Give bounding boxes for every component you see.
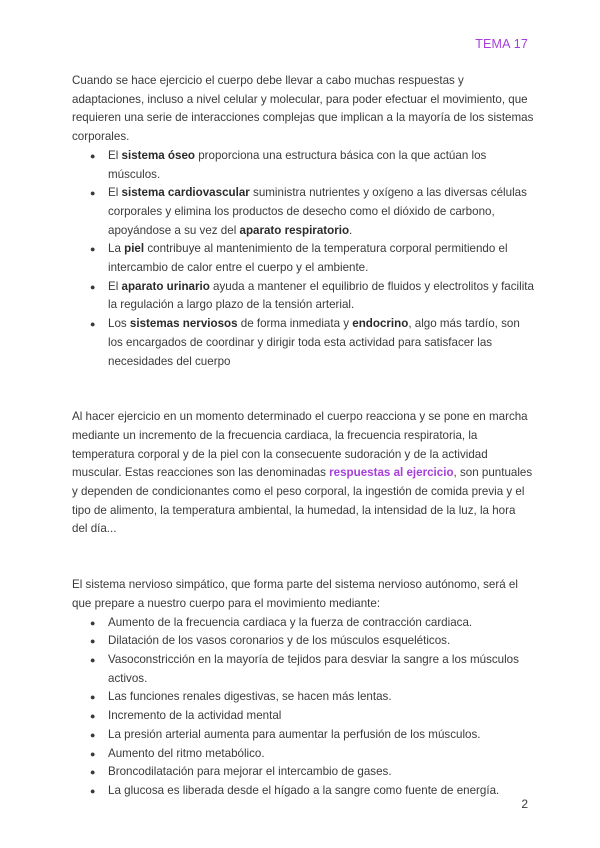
effects-list xyxy=(72,614,534,801)
list-item: ● Las funciones renales digestivas, se hacen más lentas. xyxy=(90,688,534,707)
list-item: ● El sistema óseo proporciona una estructura básica con la que actúan los músculos. xyxy=(90,147,534,184)
highlight-term: respuestas al ejercicio xyxy=(329,466,454,480)
list-item: ● Vasoconstricción en la mayoría de tejidos para desviar la sangre a los músculos activos. xyxy=(90,651,534,688)
document-body xyxy=(72,72,534,801)
list-item: ● La glucosa es liberada desde el hígado a la sangre como fuente de energía. xyxy=(90,782,534,801)
page-number: 2 xyxy=(521,797,528,811)
paragraph-sympathetic: El sistema nervioso simpático, que forma parte del sistema nervioso autónomo, será el que prepare a nuestro cuerpo para el movimiento mediante: xyxy=(72,578,518,610)
topic-label: TEMA 17 xyxy=(475,37,528,51)
list-item: ● Dilatación de los vasos coronarios y de los músculos esqueléticos. xyxy=(90,632,534,651)
paragraph-exercise-responses: Al hacer ejercicio en un momento determinado el cuerpo reacciona y se pone en marcha mediante un incremento de la frecuencia cardiaca, la frecuencia respiratoria, la temperatura corporal y de la piel con la consecuente sudoración y de la actividad muscular. Estas reacciones son las denominadas respuestas al ejercicio, son puntuales y dependen de condicionantes como el peso corporal, la ingestión de comida previa y el tipo de alimento, la temperatura ambiental, la humedad, la intensidad de la luz, la hora del día... xyxy=(72,410,533,536)
list-item: ● El aparato urinario ayuda a mantener el equilibrio de fluidos y electrolitos y facilita la regulación a largo plazo de la tensión arterial. xyxy=(90,278,534,315)
list-item: ● Los sistemas nerviosos de forma inmediata y endocrino, algo más tardío, son los encargados de coordinar y dirigir toda esta actividad para satisfacer las necesidades del cuerpo xyxy=(90,315,534,371)
list-item: ● La presión arterial aumenta para aumentar la perfusión de los músculos. xyxy=(90,726,534,745)
list-item: ● Incremento de la actividad mental xyxy=(90,707,534,726)
list-item: ● Aumento de la frecuencia cardiaca y la fuerza de contracción cardiaca. xyxy=(90,614,534,633)
list-item: ● La piel contribuye al mantenimiento de la temperatura corporal permitiendo el intercambio de calor entre el cuerpo y el ambiente. xyxy=(90,240,534,277)
list-item: ● Broncodilatación para mejorar el intercambio de gases. xyxy=(90,763,534,782)
systems-list xyxy=(72,147,534,371)
paragraph-intro: Cuando se hace ejercicio el cuerpo debe llevar a cabo muchas respuestas y adaptaciones, incluso a nivel celular y molecular, para poder efectuar el movimiento, que requieren una serie de interacciones complejas que implican a la mayoría de los sistemas corporales. xyxy=(72,74,534,144)
list-item: ● El sistema cardiovascular suministra nutrientes y oxígeno a las diversas células corporales y elimina los productos de desecho como el dióxido de carbono, apoyándose a su vez del aparato respiratorio. xyxy=(90,184,534,240)
list-item: ● Aumento del ritmo metabólico. xyxy=(90,745,534,764)
